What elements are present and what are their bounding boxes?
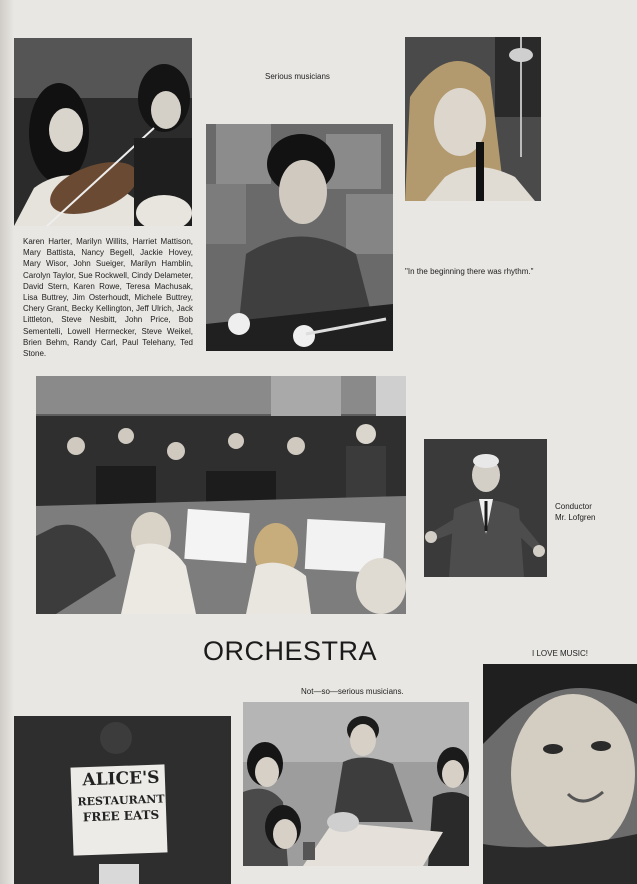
photo-violinists bbox=[14, 38, 192, 226]
caption-rhythm-quote: "In the beginning there was rhythm." bbox=[405, 267, 534, 276]
photo-clarinetist bbox=[405, 37, 541, 201]
sign-line-3: FREE EATS bbox=[82, 807, 160, 825]
sign-line-2: RESTAURANT bbox=[77, 792, 165, 809]
caption-member-names: Karen Harter, Marilyn Willits, Harriet Mattison, Mary Battista, Nancy Begell, Jackie Hovey, Mary Wisor, John Sueiger, Marilyn Hamblin, Carolyn Taylor, Sue Rockwell, Cindy Delameter, David Stern, Karen Rowe, Teresa Machusak, Lisa Buttrey, Jim Osterhoudt, Michele Buttrey, Chery Grant, Becky Kellington, Jeff Ulrich, Jack Littleton, Steve Nesbitt, John Price, Bob Sementelli, Lowell Herrnecker, Steve Weikel, Brien Behm, Randy Carl, Paul Telehany, Ted Stone. bbox=[23, 237, 193, 359]
caption-conductor-role: Conductor bbox=[555, 502, 592, 511]
sign-line-1: ALICE'S bbox=[82, 767, 160, 791]
caption-not-so-serious: Not—so—serious musicians. bbox=[301, 687, 404, 696]
photo-restaurant-sign bbox=[14, 716, 231, 884]
photo-percussionist bbox=[206, 124, 393, 351]
caption-i-love-music: I LOVE MUSIC! bbox=[532, 649, 589, 658]
photo-group-at-table bbox=[243, 702, 469, 866]
caption-serious-musicians: Serious musicians bbox=[265, 72, 330, 81]
photo-smiling-face bbox=[483, 664, 637, 884]
caption-conductor-name: Mr. Lofgren bbox=[555, 513, 596, 522]
photo-conductor bbox=[424, 439, 547, 577]
page-title: ORCHESTRA bbox=[203, 636, 378, 666]
photo-orchestra-rehearsal bbox=[36, 376, 406, 614]
page-binding-shadow bbox=[0, 0, 14, 884]
